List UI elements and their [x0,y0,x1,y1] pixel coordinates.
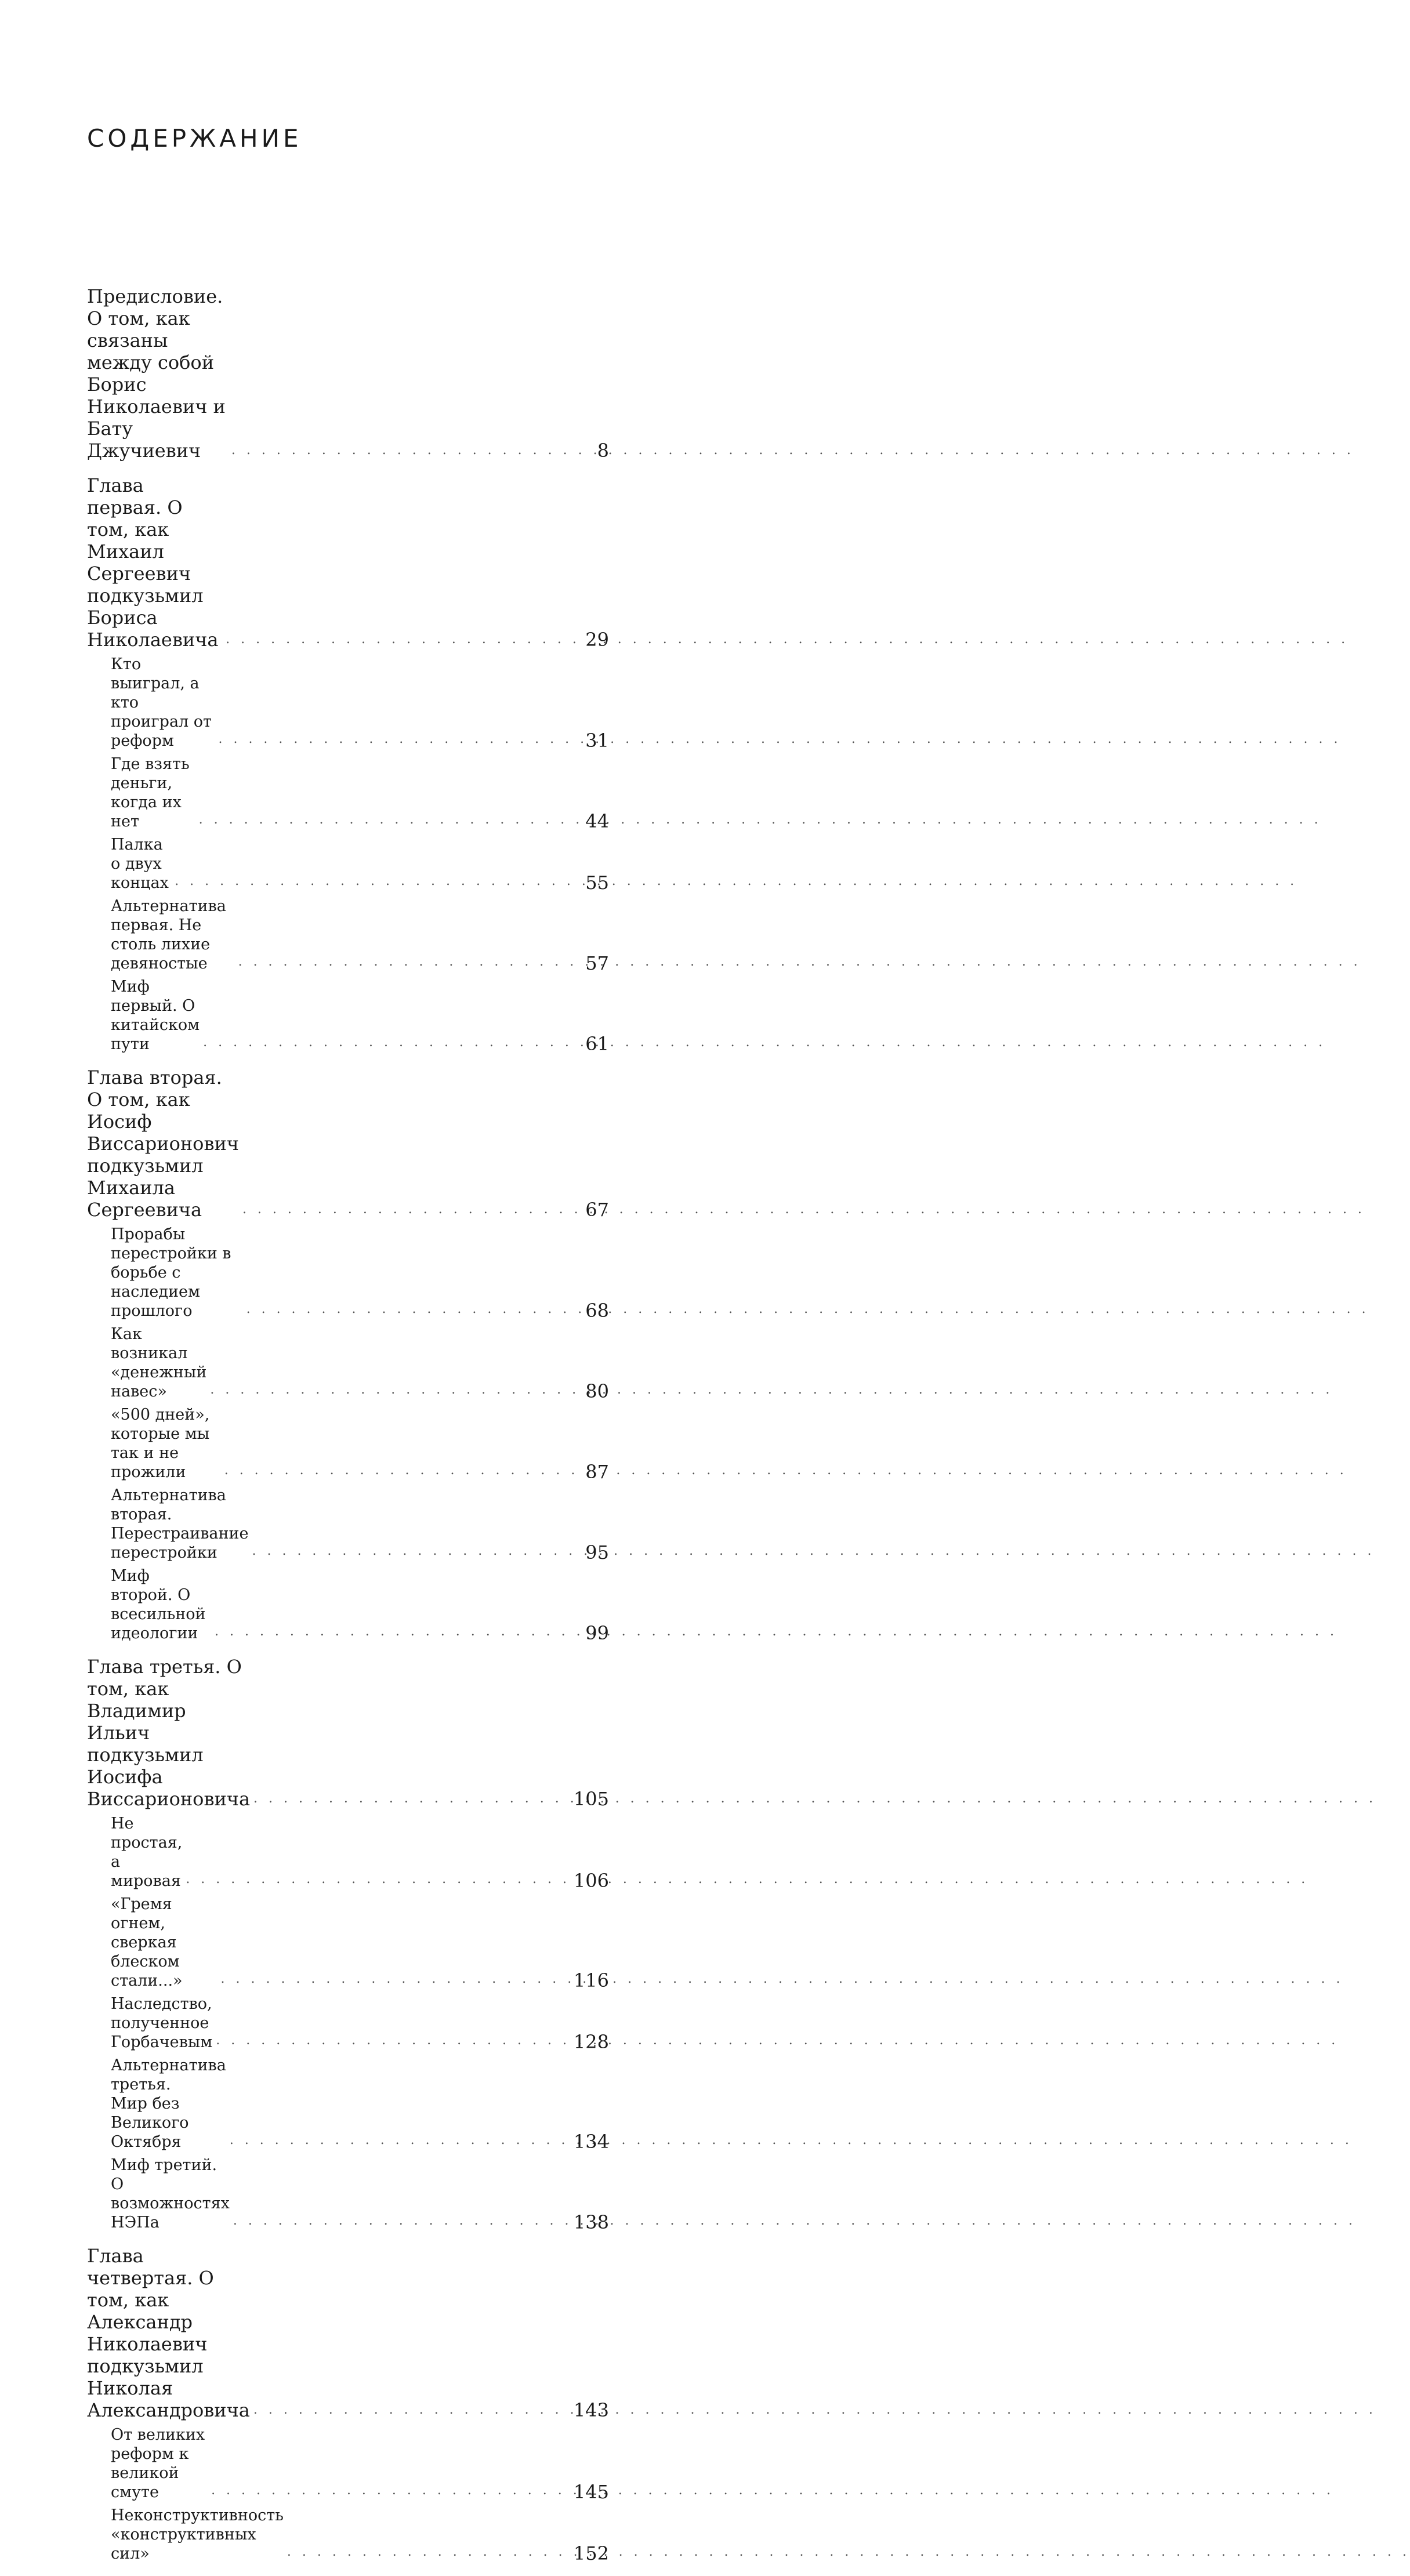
toc-page-number: 138 [573,2211,609,2233]
dot-leader [247,1303,572,1316]
toc-section-title: Палка о двух концах [111,836,169,892]
toc-page-number: 95 [585,1541,609,1563]
toc-chapter [87,1066,609,1643]
toc-chapter [87,1656,609,2232]
table-of-contents [87,285,609,2576]
toc-section-entry [87,655,609,750]
dot-leader [253,2404,570,2417]
toc-chapter-title: Глава четвертая. О том, как Александр Николаевич подкузьмил Николая Александровича [87,2245,250,2421]
toc-page-number: 31 [585,730,609,752]
toc-chapter-title: Глава вторая. О том, как Иосиф Виссарионович подкузьмил Михаила Сергеевича [87,1066,239,1221]
page-title: СОДЕРЖАНИЕ [87,124,302,153]
toc-chapter [87,474,609,1054]
dot-leader [287,2546,570,2559]
toc-section-entry [87,897,609,973]
dot-leader [216,2034,570,2047]
toc-section-title: Кто выиграл, а кто проиграл от реформ [111,655,212,750]
dot-leader [224,1464,572,1477]
toc-chapter [87,2245,609,2563]
toc-page-number: 143 [573,2399,609,2421]
toc-page-number: 152 [573,2542,609,2564]
toc-section-entry [87,754,609,831]
toc-section-entry [87,1405,609,1482]
toc-section-title: Миф второй. О всесильной идеологии [111,1567,206,1642]
toc-section-entry [87,977,609,1054]
dot-leader [233,2215,570,2227]
toc-page-number: 8 [597,440,609,462]
toc-section-entry [87,835,609,892]
dot-leader [199,814,572,826]
toc-section-entry [87,1566,609,1643]
toc-chapter-entry [87,1066,609,1221]
dot-leader [238,956,572,968]
dot-leader [186,1873,570,1886]
toc-section-entry [87,1486,609,1562]
toc-chapter-entry [87,2245,609,2421]
toc-page-number: 68 [585,1300,609,1322]
toc-section-entry [87,2056,609,2151]
toc-section-title: Не простая, а мировая [111,1815,183,1890]
dot-leader [226,633,572,646]
toc-section-title: Альтернатива первая. Не столь лихие девяностые [111,897,226,973]
dot-leader [218,733,572,746]
toc-page-number: 105 [573,1788,609,1810]
dot-leader [253,1793,570,1805]
toc-chapter-entry [87,285,609,462]
toc-section-entry [87,1814,609,1891]
toc-page-number: 44 [585,810,609,832]
toc-page-number: 99 [585,1622,609,1644]
toc-section-title: Неконструктивность «конструктивных сил» [111,2506,284,2563]
dot-leader [210,1384,572,1396]
toc-chapter-title: Предисловие. О том, как связаны между собой Борис Николаевич и Бату Джучиевич [87,285,226,462]
toc-page-number: 116 [573,1969,609,1991]
toc-section-title: Прорабы перестройки в борьбе с наследием прошлого [111,1225,231,1320]
toc-page-number: 87 [585,1461,609,1483]
toc-section-title: Миф первый. О китайском пути [111,978,200,1053]
toc-section-entry [87,2506,609,2563]
toc-section-title: Миф третий. О возможностях НЭПа [111,2156,230,2232]
dot-leader [230,2134,570,2147]
dot-leader [203,1036,572,1049]
toc-chapter-entry [87,474,609,651]
dot-leader [252,1545,572,1558]
toc-chapter-title: Глава первая. О том, как Михаил Сергеевич подкузьмил Бориса Николаевича [87,474,219,651]
toc-page-number: 67 [585,1199,609,1221]
toc-section-title: Наследство, полученное Горбачевым [111,1995,213,2051]
toc-chapter-title: Глава третья. О том, как Владимир Ильич подкузьмил Иосифа Виссарионовича [87,1656,251,1810]
toc-page-number: 106 [573,1870,609,1892]
dot-leader [215,1626,572,1638]
dot-leader [242,1203,572,1216]
toc-section-title: «500 дней», которые мы так и не прожили [111,1406,210,1481]
toc-page-number: 57 [585,952,609,974]
toc-section-entry [87,2425,609,2502]
toc-section-entry [87,1994,609,2052]
toc-section-title: «Гремя огнем, сверкая блеском стали...» [111,1895,183,1990]
dot-leader [231,444,572,457]
toc-section-entry [87,1225,609,1320]
toc-section-title: Альтернатива третья. Мир без Великого Октября [111,2056,226,2151]
toc-page-number: 80 [585,1380,609,1402]
dot-leader [175,875,572,888]
toc-page-number: 61 [585,1033,609,1055]
toc-page-number: 55 [585,872,609,894]
toc-chapter-entry [87,1656,609,1810]
toc-page-number: 29 [585,629,609,651]
toc-section-entry [87,2156,609,2232]
toc-page-number: 134 [573,2131,609,2153]
toc-section-title: От великих реформ к великой смуте [111,2426,205,2501]
toc-section-entry [87,1325,609,1401]
toc-page-number: 145 [573,2481,609,2503]
toc-page-number: 128 [573,2031,609,2053]
toc-chapter [87,285,609,462]
dot-leader [221,1973,570,1986]
toc-section-title: Альтернатива вторая. Перестраивание перестройки [111,1486,249,1562]
dot-leader [211,2484,570,2497]
toc-section-title: Где взять деньги, когда их нет [111,755,190,830]
toc-section-title: Как возникал «денежный навес» [111,1325,207,1401]
toc-section-entry [87,1895,609,1990]
